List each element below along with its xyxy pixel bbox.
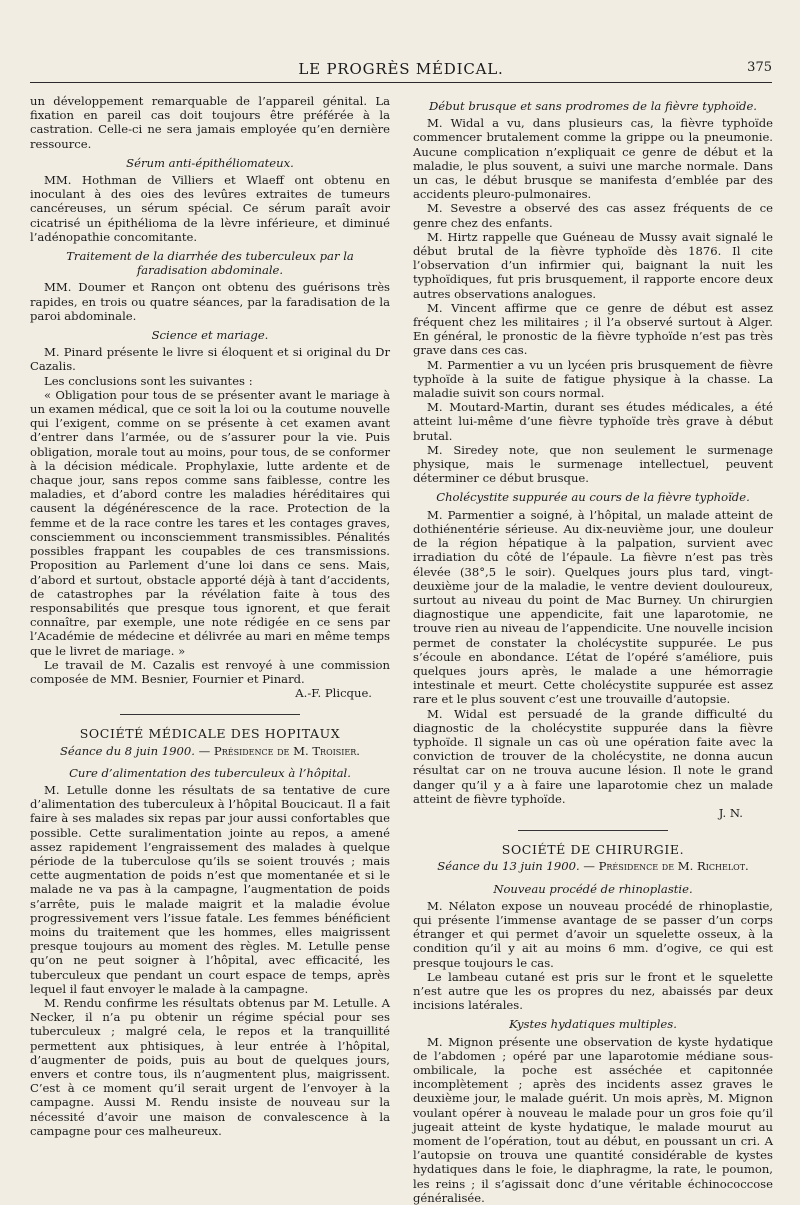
paragraph: M. Parmentier a soigné, à l’hôpital, un malade atteint de dothiénentérie sérieuse. Au dix-neuvième jour, une douleur de la région hépatique à la palpation, survient avec irradiation du côté de l’épaule. La fièvre n’est pas très élevée (38°,5 le soir). Quelques jours plus tard, vingt-deuxième jour de la maladie, le ventre devient douloureux, surtout au niveau du point de Mac Burney. Un chirurgien diagnostique une appendicite, fait une laparotomie, ne trouve rien au niveau de l’appendicite. Une nouvelle incision permet de constater la cholécystite suppurée. Le pus s’écoule en abondance. L’état de l’opéré s’améliore, puis quelques jours après, le malade a une hémorragie intestinale et meurt. Cette cholécystite suppurée est assez rare et le plus souvent c’est une trouvaille d’autopsie. — [413, 507, 773, 707]
session-presidency: — Présidence de M. Troisier. — [198, 743, 360, 758]
section-heading: Sérum anti-épithéliomateux. — [126, 155, 294, 170]
session-date: Séance du 8 juin 1900. — [59, 743, 195, 758]
section-heading: Traitement de la diarrhée des tuberculeux par la faradisation abdominale. — [66, 249, 354, 278]
section-divider — [518, 830, 668, 831]
session-date: Séance du 13 juin 1900. — [437, 859, 580, 874]
left-column — [30, 94, 390, 1138]
society-title: SOCIÉTÉ DE CHIRURGIE. — [501, 842, 685, 858]
paragraph: M. Vincent affirme que ce genre de début est assez fréquent chez les militaires ; il l’a observé surtout à Alger. En général, le pronostic de la fièvre typhoïde n’est pas très grave dans ces cas. — [413, 300, 773, 358]
section-heading: Science et mariage. — [151, 328, 269, 343]
paragraph: M. Letulle donne les résultats de sa tentative de cure d’alimentation des tuberculeux à l’hôpital Boucicaut. Il a fait faire à ses malades six repas par jour aussi confortables que possible. Cette suralimentation jointe au repos, a amené assez rapidement l’engraissement des malades à quelque période de la tuberculose qu’ils se soient trouvés ; mais cette augmentation de poids n’est que momentanée et si le malade ne va pas à la campagne, l’augmentation de poids s’arrête, puis le malade maigrit et la maladie évolue progressivement vers l’issue fatale. Les femmes bénéficient moins du traitement que les hommes, elles maigrissent presque toujours au moment des règles. M. Letulle pense qu’on ne peut soigner à l’hôpital, avec efficacité, les tuberculeux que pendant un court espace de temps, après lequel il faut envoyer le malade à la campagne. — [30, 782, 390, 996]
paragraph: M. Moutard-Martin, durant ses études médicales, a été atteint lui-même d’une fièvre typhoïde très grave à début brutal. — [413, 400, 773, 443]
paragraph: M. Sevestre a observé des cas assez fréquents de ce genre chez des enfants. — [413, 201, 773, 230]
paragraph: Le travail de M. Cazalis est renvoyé à une commission composée de MM. Besnier, Fournier et Pinard. — [30, 657, 390, 686]
section-heading: Nouveau procédé de rhinoplastie. — [493, 881, 693, 896]
running-title: LE PROGRÈS MÉDICAL. — [298, 60, 504, 78]
paragraph: Le lambeau cutané est pris sur le front et le squelette n’est autre que les os propres du nez, abaissés par deux incisions latérales. — [413, 969, 773, 1013]
section-heading: Début brusque et sans prodromes de la fièvre typhoïde. — [428, 99, 757, 113]
paragraph: M. Rendu confirme les résultats obtenus par M. Letulle. A Necker, il n’a pu obtenir un régime spécial pour ses tuberculeux ; malgré cela, le repos et la tranquillité permettent aux phtisiques, à leur entrée à l’hôpital, d’augmenter de poids, puis au bout de quelques jours, envers et contre tous, ils n’augmentent plus, maigrissent. C’est à ce moment qu’il serait urgent de l’envoyer à la campagne. Aussi M. Rendu insiste de nouveau sur la nécessité d’avoir une maison de convalescence à la campagne pour ces malheureux. — [30, 995, 390, 1138]
section-heading: Kystes hydatiques multiples. — [509, 1017, 677, 1032]
paragraph: M. Pinard présente le livre si éloquent et si original du Dr Cazalis. — [30, 345, 390, 374]
page-header — [30, 52, 772, 83]
paragraph: M. Hirtz rappelle que Guéneau de Mussy avait signalé le début brutal de la fièvre typhoïde dès 1876. Il cite l’observation d’un infirmier qui, baignant la nuit les typhoïdiques, fut pris brusquement, il rapporte encore deux autres observations analogues. — [413, 229, 773, 301]
paragraph: M. Mignon présente une observation de kyste hydatique de l’abdomen ; opéré par une laparotomie médiane sous-ombilicale, la poche est asséchée et capitonnée incomplètement ; après des incidents assez graves le deuxième jour, le malade guérit. Un mois après, M. Mignon voulant opérer à nouveau le malade pour un gros foie qu’il jugeait atteint de kyste hydatique, le malade mourut au moment de l’opération, tout au début, en poussant un cri. A l’autopsie on trouva une quantité considérable de kystes hydatiques dans le foie, le diaphragme, la rate, le poumon, les reins ; il s’agissait donc d’une véritable échinococcose généralisée. — [413, 1034, 773, 1205]
session-line — [30, 744, 390, 758]
paragraph: Les conclusions sont les suivantes : — [44, 373, 253, 388]
section-heading: Cure d’alimentation des tuberculeux à l’hôpital. — [69, 765, 351, 780]
section-heading: Cholécystite suppurée au cours de la fièvre typhoïde. — [436, 490, 750, 505]
paragraph: M. Widal a vu, dans plusieurs cas, la fièvre typhoïde commencer brutalement comme la grippe ou la pneumonie. Aucune complication n’expliquait ce genre de début et la maladie, le plus souvent, a suivi une marche normale. Dans un cas, le début brusque se manifesta d’emblée par des accidents pleuro-pulmonaires. — [413, 116, 773, 202]
paragraph: M. Parmentier a vu un lycéen pris brusquement de fièvre typhoïde à la suite de fatigue physique à la chasse. La maladie suivit son cours normal. — [413, 357, 773, 401]
right-column — [413, 94, 773, 1205]
section-divider — [120, 714, 300, 715]
paragraph: M. Widal est persuadé de la grande difficulté du diagnostic de la cholécystite suppurée dans la fièvre typhoïde. Il signale un cas où une opération faite avec la conviction de trouver de la cholécystite, ne donna aucun résultat car on ne trouva aucune lésion. Il note le grand danger qu’il y a à faire une laparotomie chez un malade atteint de fièvre typhoïde. — [413, 706, 773, 806]
paragraph: MM. Doumer et Rançon ont obtenu des guérisons très rapides, en trois ou quatre séances, par la faradisation de la paroi abdominale. — [30, 280, 390, 323]
society-title: SOCIÉTÉ MÉDICALE DES HOPITAUX — [79, 726, 341, 742]
quoted-paragraph: « Obligation pour tous de se présenter avant le mariage à un examen médical, que ce soit la loi ou la coutume nouvelle qui l’exigent, comme on se présente à cet examen avant d’entrer dans l’armée, ou de s’assurer pour la vie. Puis obligation, morale tout au moins, pour tous, de se conformer à la décision médicale. Prophylaxie, lutte ardente et de chaque jour, sans repos comme sans faiblesse, contre les maladies, et d’abord contre les maladies héréditaires qui causent la dégénérescence de la race. Protection de la femme et de la race contre les tares et les contages graves, consciemment ou inconsciemment transmissibles. Pénalités possibles frappant les coupables de ces transmissions. Proposition au Parlement d’une loi dans ce sens. Mais, d’abord et surtout, obstacle apporté déjà à tant d’accidents, de catastrophes par la révélation faite à tous des responsabilités que presque tous ignorent, et que ferait connaître, par exemple, une note rédigée en ce sens par l’Académie de médecine et délivrée au mari en même temps que le livret de mariage. » — [30, 387, 390, 658]
author-signature: A.-F. Plicque. — [295, 686, 372, 701]
paragraph: MM. Hothman de Villiers et Wlaeff ont obtenu en inoculant à des oies des levûres extraites de tumeurs cancéreuses, un sérum spécial. Ce sérum paraît avoir cicatrisé un épithélioma de la lèvre inférieure, et diminué l’adénopathie concomitante. — [30, 173, 390, 244]
paragraph: M. Siredey note, que non seulement le surmenage physique, mais le surmenage intellectuel, peuvent déterminer ce début brusque. — [413, 442, 773, 486]
session-line — [413, 859, 773, 873]
paragraph: M. Nélaton expose un nouveau procédé de rhinoplastie, qui présente l’immense avantage de se passer d’un corps étranger et qui permet d’avoir un squelette osseux, à la condition qu’il y ait au moins 6 mm. d’ogive, ce qui est presque toujours le cas. — [413, 898, 773, 970]
paragraph: un développement remarquable de l’appareil génital. La fixation en pareil cas doit toujours être préférée à la castration. Celle-ci ne sera jamais employée qu’en dernière ressource. — [30, 94, 390, 151]
author-signature: J. N. — [718, 805, 743, 820]
session-presidency: — Présidence de M. Richelot. — [583, 859, 749, 874]
page-number: 375 — [747, 60, 772, 75]
